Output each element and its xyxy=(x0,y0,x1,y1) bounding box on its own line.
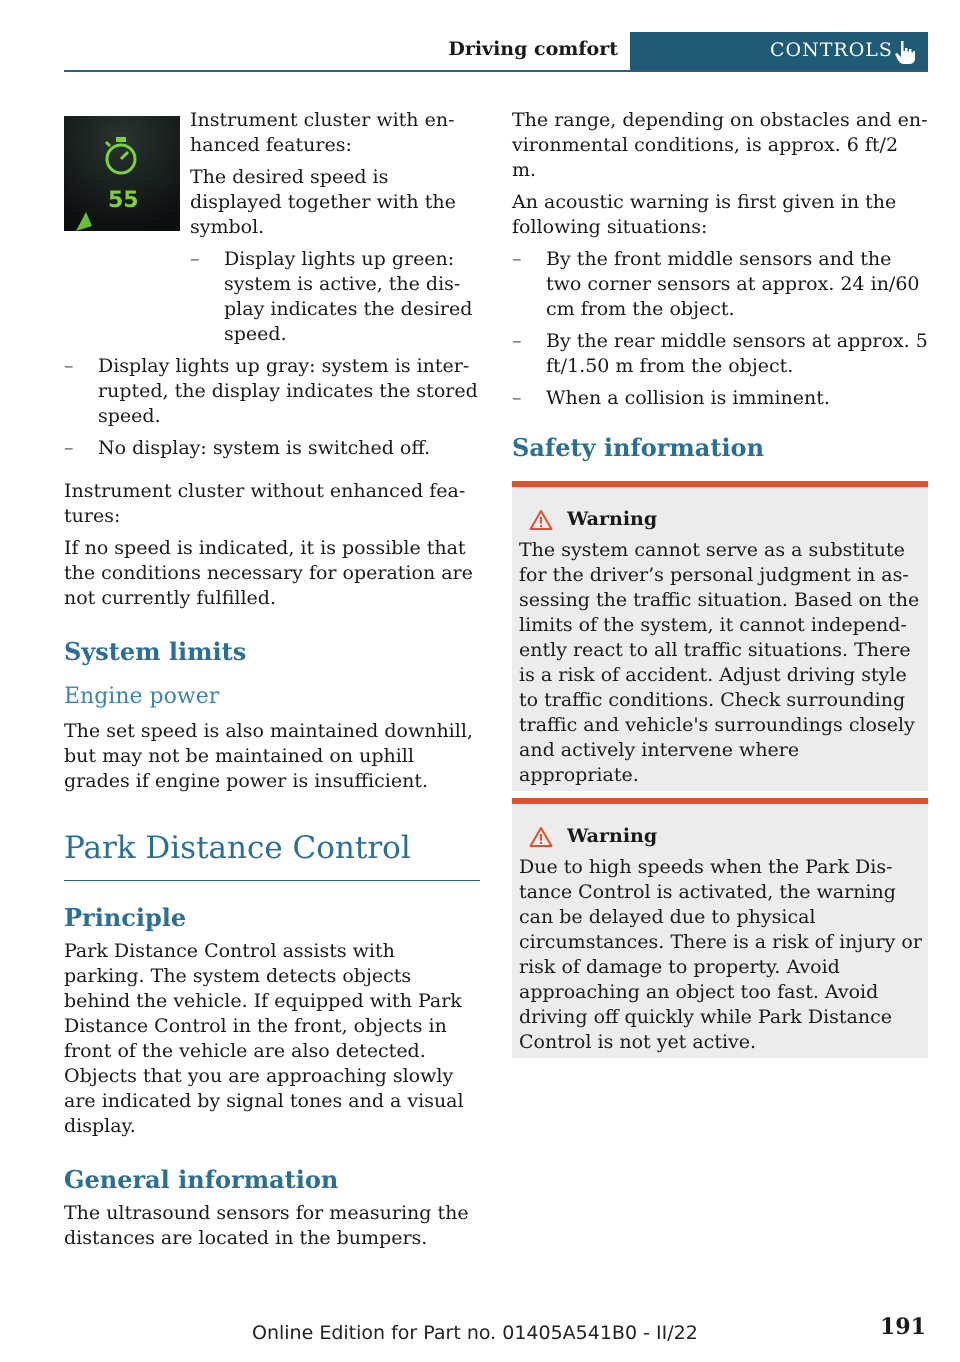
warning-1-title: Warning xyxy=(567,508,658,530)
warning-triangle-icon xyxy=(529,509,553,531)
warning-2-text: Due to high speeds when the Park Distance Control is activated, the warning can be delayed due to physical circumstances. There is a risk of injury or risk of damage to property. Avoid approaching an object too fast. Avoid driving off quickly while Park Distance Control is not yet active. xyxy=(519,856,922,1053)
cluster-enhanced-intro: Instrument cluster with enhanced features: xyxy=(190,109,455,156)
edition-footer: Online Edition for Part no. 01405A541B0 - II/22 xyxy=(252,1322,698,1344)
engine-power-text: The set speed is also maintained downhill, but may not be maintained on uphill grades if engine power is insufficient. xyxy=(64,720,473,792)
instrument-cluster-image xyxy=(64,116,180,231)
warning-1-text: The system cannot serve as a substitute for the driver’s personal judgment in assessing the traffic situation. Based on the limits of the system, it cannot independently react to all traffic situations. There is a risk of accident. Adjust driving style to traffic conditions. Check surrounding traffic and vehicle's surroundings closely and actively intervene where appropriate. xyxy=(519,539,920,786)
heading-general-information: General information xyxy=(64,1165,339,1194)
warning-box-2 xyxy=(512,798,928,1058)
range-text: The range, depending on obstacles and environmental conditions, is approx. 6 ft/2 m. xyxy=(512,109,928,181)
list-item-collision: – When a collision is imminent. xyxy=(512,386,928,411)
heading-engine-power: Engine power xyxy=(64,684,220,709)
cruise-control-symbol-icon xyxy=(64,116,180,231)
controls-tab xyxy=(630,32,928,71)
header-rule xyxy=(64,70,928,72)
section-title: Driving comfort xyxy=(448,38,618,60)
list-item-off: – No display: system is switched off. xyxy=(64,436,480,461)
heading-principle: Principle xyxy=(64,903,187,932)
cluster-enhanced-desc: The desired speed is displayed together with the symbol. xyxy=(190,166,456,238)
list-item-gray: – Display lights up gray: system is interrupted, the display indicates the stored speed. xyxy=(64,354,480,429)
right-column xyxy=(512,108,928,473)
principle-text: Park Distance Control assists with parking. The system detects objects behind the vehicle. If equipped with Park Distance Control in the front, objects in front of the vehicle are also detected. Objects that you are approaching slowly are indicated by signal tones and a visual display. xyxy=(64,940,464,1137)
controls-tab-label: CONTROLS xyxy=(770,39,893,61)
acoustic-warning-text: An acoustic warning is first given in the following situations: xyxy=(512,191,897,238)
cluster-speed-value: 55 xyxy=(108,188,139,213)
list-item-front-sensors: – By the front middle sensors and the two corner sensors at approx. 24 in/60 cm from the object. xyxy=(512,247,928,322)
heading-safety-information: Safety information xyxy=(512,433,765,462)
cluster-without-desc: If no speed is indicated, it is possible that the conditions necessary for operation are not currently fulfilled. xyxy=(64,537,473,609)
heading-system-limits: System limits xyxy=(64,637,247,666)
list-item-green: – Display lights up green: system is active, the display indicates the desired speed. xyxy=(190,247,480,347)
heading-park-distance-control: Park Distance Control xyxy=(64,828,480,881)
warning-2-title: Warning xyxy=(567,825,658,847)
list-item-rear-sensors: – By the rear middle sensors at approx. 5 ft/1.50 m from the object. xyxy=(512,329,928,379)
cluster-without-intro: Instrument cluster without enhanced features: xyxy=(64,480,466,527)
page-number: 191 xyxy=(880,1314,926,1340)
left-column xyxy=(64,108,480,1258)
general-information-text: The ultrasound sensors for measuring the distances are located in the bumpers. xyxy=(64,1202,469,1249)
warning-box-1 xyxy=(512,481,928,791)
warning-triangle-icon xyxy=(529,826,553,848)
hand-pointer-icon xyxy=(892,38,918,66)
